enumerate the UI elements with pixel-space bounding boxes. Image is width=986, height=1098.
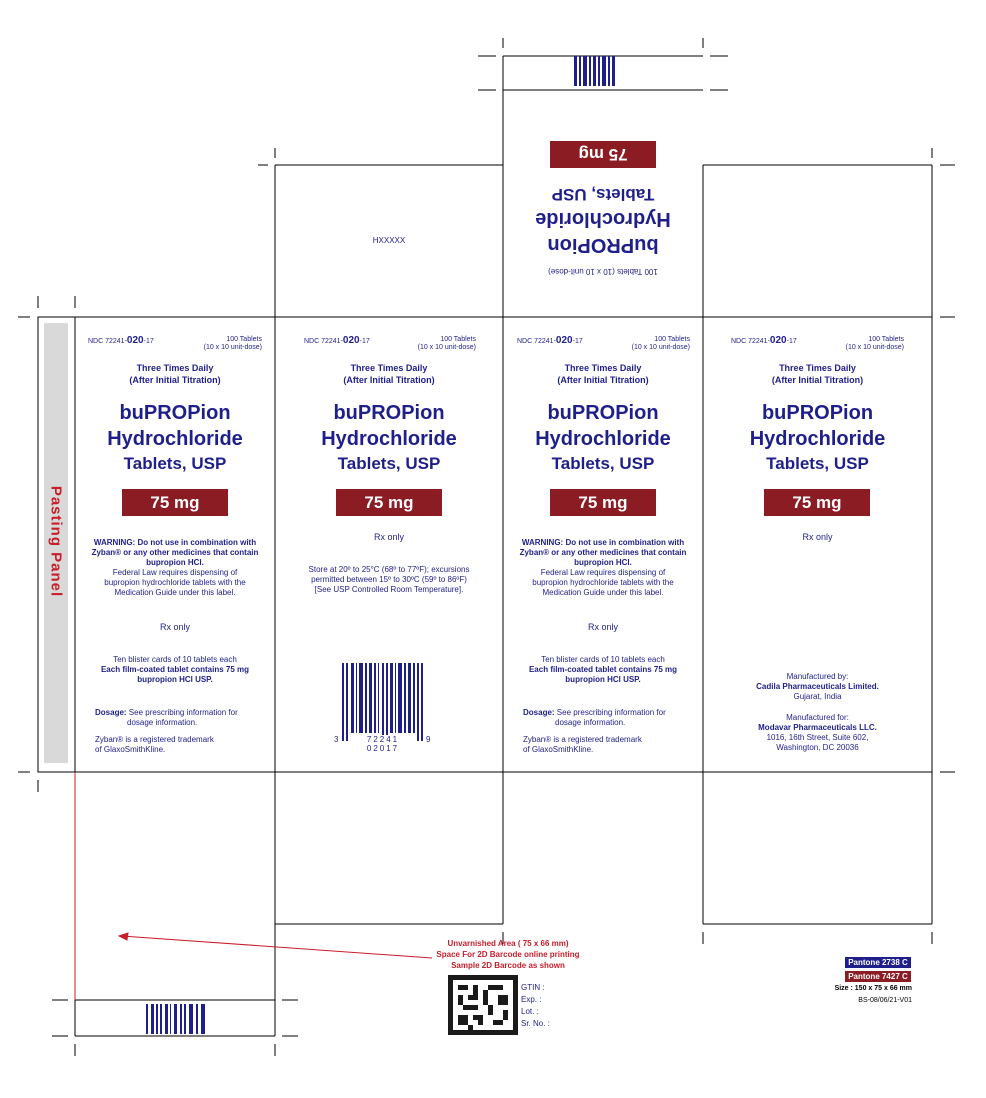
upc-barcode: [334, 663, 431, 753]
manufactured-by: Manufactured by: Cadila Pharmaceuticals Limited. Gujarat, India: [756, 672, 879, 701]
unvarnished-area-note: Unvarnished Area ( 75 x 66 mm) Space For 2D Barcode online printing Sample 2D Barcode as shown: [436, 939, 580, 970]
brand-name: buPROPion Hydrochloride Tablets, USP: [321, 402, 457, 473]
hxxxxx-code: HXXXXX: [372, 236, 406, 245]
carton-size: Size : 150 x 75 x 66 mm: [834, 985, 912, 992]
ndc-number: NDC 72241-020-17: [88, 335, 154, 346]
barcode-digit-end: 9: [426, 735, 431, 744]
rx-only: Rx only: [802, 532, 833, 542]
rx-only: Rx only: [587, 622, 618, 632]
top-flap-barcode: [574, 56, 618, 86]
strength-box: 75 mg: [336, 489, 442, 516]
dosing-frequency: Three Times Daily (After Initial Titration): [129, 363, 221, 385]
dosing-frequency: Three Times Daily (After Initial Titration): [557, 363, 649, 385]
tablet-count: 100 Tablets (10 x 10 unit-dose): [631, 336, 690, 351]
warning-block: WARNING: Do not use in combination with Zyban® or any other medicines that contain bupropion HCl. Federal Law requires dispensing of bupropion hydrochloride tablets with the Medication Guide under this label.: [519, 538, 687, 597]
gtin-field: GTIN :: [521, 983, 545, 992]
exp-field: Exp. :: [521, 995, 542, 1004]
ndc-number: NDC 72241-020-17: [517, 335, 583, 346]
tablet-count: 100 Tablets (10 x 10 unit-dose): [417, 336, 476, 351]
pasting-panel-label: Pasting Panel: [47, 485, 65, 598]
2d-barcode-sample: [448, 974, 518, 1036]
tablet-count: 100 Tablets (10 x 10 unit-dose): [845, 336, 904, 351]
strength-box-inverted: 75 mg: [550, 141, 656, 168]
bottom-flap-barcode: [146, 1004, 208, 1034]
barcode-digit-start: 3: [334, 735, 339, 744]
serial-field: Sr. No. :: [521, 1019, 550, 1028]
ndc-number: NDC 72241-020-17: [731, 335, 797, 346]
dosage-info: Dosage: See prescribing information for dosage information.: [95, 708, 238, 727]
lot-field: Lot. :: [521, 1007, 539, 1016]
tablet-count: 100 Tablets (10 x 10 unit-dose): [203, 336, 262, 351]
trademark-note: Zyban® is a registered trademark of GlaxoSmithKline.: [95, 735, 214, 754]
brand-name: buPROPion Hydrochloride Tablets, USP: [749, 402, 886, 473]
warning-block: WARNING: Do not use in combination with Zyban® or any other medicines that contain bupropion HCl. Federal Law requires dispensing of bupropion hydrochloride tablets with the Medication Guide under this label.: [91, 538, 259, 597]
red-arrow-head: [119, 933, 128, 940]
ndc-number: NDC 72241-020-17: [304, 335, 370, 346]
blister-info: Ten blister cards of 10 tablets each Each film-coated tablet contains 75 mg bupropion HCl USP.: [100, 655, 250, 684]
pantone-swatch-1: Pantone 2738 C: [845, 957, 911, 968]
brand-name: buPROPion Hydrochloride Tablets, USP: [535, 402, 671, 473]
storage-instructions: Store at 20º to 25°C (68º to 77ºF); excursions permitted between 15º to 30ºC (59º to 86ºF) [See USP Controlled Room Temperature].: [308, 565, 470, 594]
2d-barcode-fields: [521, 982, 550, 1030]
dosing-frequency: Three Times Daily (After Initial Titration): [771, 363, 864, 385]
tablet-count-inverted: 100 Tablets (10 x 10 unit-dose): [548, 267, 658, 276]
strength-box: 75 mg: [764, 489, 870, 516]
barcode-digits-mid: 72241 02017: [350, 735, 416, 753]
top-flap-inverted-label: [503, 128, 703, 278]
dosage-info: Dosage: See prescribing information for dosage information.: [523, 708, 666, 727]
strength-box: 75 mg: [550, 489, 656, 516]
rx-only: Rx only: [159, 622, 190, 632]
dosing-frequency: Three Times Daily (After Initial Titration): [343, 363, 435, 385]
manufactured-for: Manufactured for: Modavar Pharmaceuticals LLC. 1016, 16th Street, Suite 602, Washington, DC 20036: [758, 713, 877, 752]
brand-name: buPROPion Hydrochloride Tablets, USP: [107, 402, 243, 473]
pasting-panel: [44, 323, 68, 763]
brand-name-inverted: buPROPion Hydrochloride Tablets, USP: [535, 185, 671, 256]
trademark-note: Zyban® is a registered trademark of GlaxoSmithKline.: [523, 735, 642, 754]
pantone-swatch-2: Pantone 7427 C: [845, 971, 911, 982]
rx-only: Rx only: [373, 532, 404, 542]
red-arrow-line: [122, 936, 432, 958]
blister-info: Ten blister cards of 10 tablets each Each film-coated tablet contains 75 mg bupropion HCl USP.: [528, 655, 678, 684]
reference-code: BS-08/06/21-V01: [858, 997, 912, 1004]
strength-box: 75 mg: [122, 489, 228, 516]
